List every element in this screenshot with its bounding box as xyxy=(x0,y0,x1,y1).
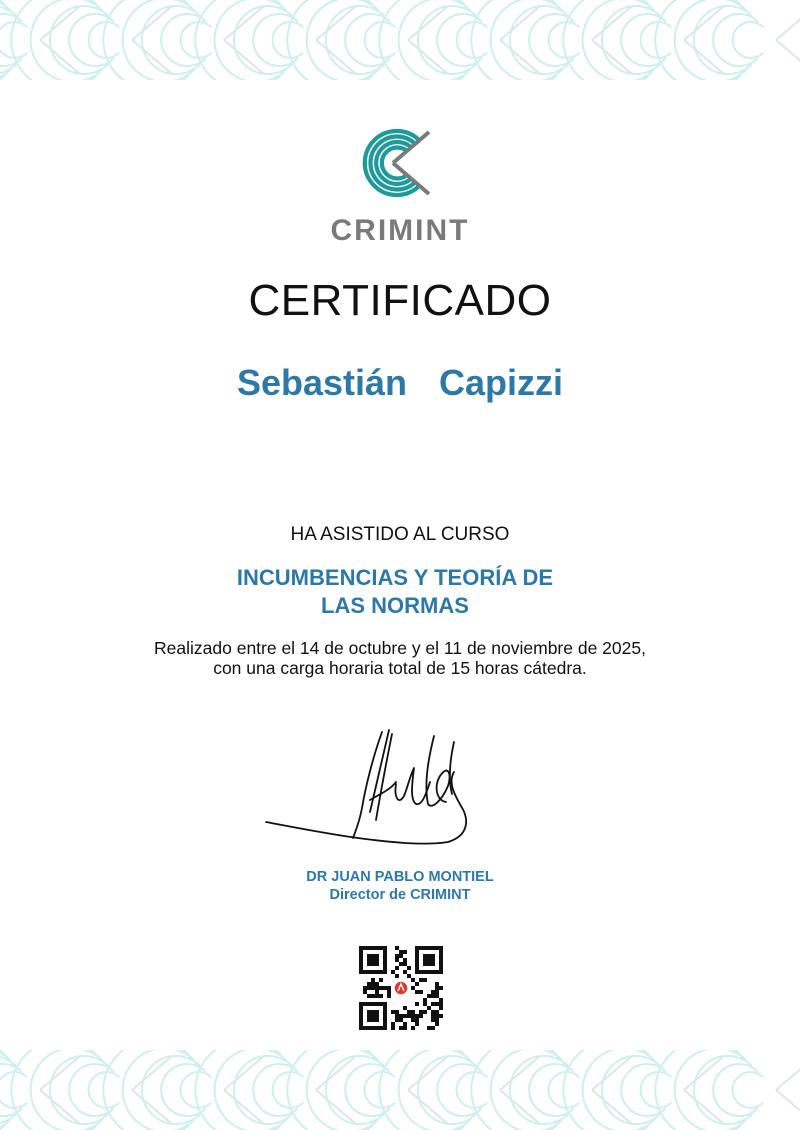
arc-pattern-stroke xyxy=(694,6,752,74)
arc-pattern-bottom xyxy=(0,1050,800,1130)
arc-pattern-stroke xyxy=(655,0,740,80)
signatory-name: DR JUAN PABLO MONTIEL xyxy=(306,869,494,885)
arc-pattern-stroke xyxy=(234,6,292,74)
arc-pattern-stroke xyxy=(733,22,764,58)
arc-pattern-stroke xyxy=(418,1056,476,1124)
arc-pattern-stroke xyxy=(0,1050,5,1130)
arc-pattern-stroke xyxy=(602,6,660,74)
arc-pattern-stroke xyxy=(379,1050,464,1130)
arc-pattern-stroke xyxy=(11,1050,96,1130)
arc-pattern-stroke xyxy=(142,1056,200,1124)
details-line-2: con una carga horaria total de 15 horas cátedra. xyxy=(213,658,587,678)
crimint-logo xyxy=(0,118,800,213)
arc-pattern-stroke xyxy=(50,1056,108,1124)
logo-wordmark: CRIMINT xyxy=(330,214,470,247)
details-line-1: Realizado entre el 14 de octubre y el 11 de noviembre de 2025, xyxy=(154,638,646,658)
arc-pattern-stroke xyxy=(326,1056,384,1124)
recipient-name: Sebastián Capizzi xyxy=(236,362,564,403)
arc-pattern-stroke xyxy=(694,1056,752,1124)
arc-pattern-stroke xyxy=(195,1050,280,1130)
arc-pattern-stroke xyxy=(471,1050,556,1130)
arc-pattern-stroke xyxy=(0,0,5,80)
arc-pattern-stroke xyxy=(379,0,464,80)
signature-image xyxy=(258,724,478,854)
arc-pattern-stroke xyxy=(602,1056,660,1124)
bottom-decorative-band xyxy=(0,1050,800,1130)
arc-pattern-stroke xyxy=(195,0,280,80)
certificate-title: CERTIFICADO xyxy=(248,276,552,325)
arc-pattern-stroke xyxy=(234,1056,292,1124)
arc-pattern-stroke xyxy=(563,1050,648,1130)
arc-pattern-stroke xyxy=(287,0,372,80)
signature xyxy=(258,724,478,859)
arc-pattern-top xyxy=(0,0,800,80)
arc-pattern-stroke xyxy=(675,1050,747,1130)
arc-pattern-stroke xyxy=(11,0,96,80)
qr-code-icon xyxy=(359,946,443,1030)
attended-label: HA ASISTIDO AL CURSO xyxy=(290,524,510,545)
course-title-line-2: LAS NORMAS xyxy=(321,593,469,618)
arc-pattern-stroke xyxy=(563,0,648,80)
course-details xyxy=(0,638,800,678)
qr-code[interactable] xyxy=(359,946,443,1035)
signatory-role: Director de CRIMINT xyxy=(329,887,471,903)
signatory xyxy=(0,868,800,904)
arc-pattern-stroke xyxy=(510,1056,568,1124)
course-title-line-1: INCUMBENCIAS Y TEORÍA DE xyxy=(236,565,554,590)
arc-pattern-stroke xyxy=(655,1050,740,1130)
arc-pattern-stroke xyxy=(142,6,200,74)
course-title xyxy=(0,564,790,620)
arc-pattern-stroke xyxy=(103,1050,188,1130)
arc-pattern-stroke xyxy=(418,6,476,74)
arc-pattern-stroke xyxy=(50,6,108,74)
arc-pattern-stroke xyxy=(776,1056,800,1124)
arc-pattern-stroke xyxy=(287,1050,372,1130)
crimint-logo-icon xyxy=(355,118,445,208)
arc-pattern-stroke xyxy=(103,0,188,80)
arc-pattern-stroke xyxy=(510,6,568,74)
arc-pattern-stroke xyxy=(675,0,747,80)
arc-pattern-stroke xyxy=(733,1072,764,1108)
arc-pattern-stroke xyxy=(776,6,800,74)
arc-pattern-stroke xyxy=(326,6,384,74)
top-decorative-band xyxy=(0,0,800,80)
arc-pattern-stroke xyxy=(0,0,10,80)
arc-pattern-stroke xyxy=(0,1050,10,1130)
arc-pattern-stroke xyxy=(471,0,556,80)
